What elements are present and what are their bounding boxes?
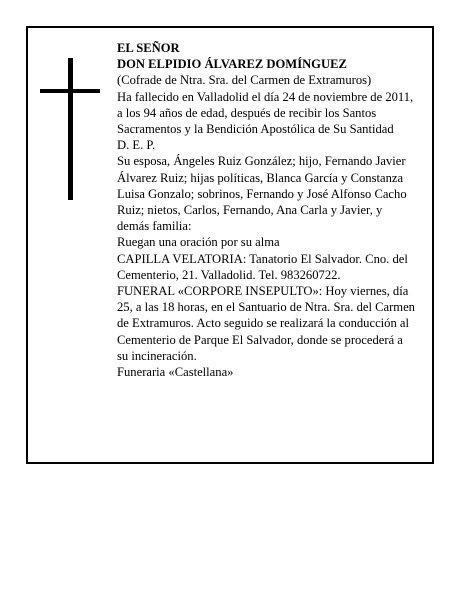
death-statement: Ha fallecido en Valladolid el día 24 de noviembre de 2011, a los 94 años de edad, después de recibir los Santos Sacramentos y la Bendición Apostólica de Su Santidad — [117, 89, 414, 137]
prayer-request: Ruegan una oración por su alma — [117, 235, 280, 250]
cross-icon — [40, 58, 100, 200]
cross-horizontal-bar — [40, 89, 100, 93]
funeral-info: FUNERAL «CORPORE INSEPULTO»: Hoy viernes, día 25, a las 18 horas, en el Santuario de Ntra. Sra. del Carmen de Extramuros. Acto seguido se realizará la conducción al Cementerio de Parque El Salvador, donde se procederá a su incineración. — [117, 284, 415, 363]
affiliation: (Cofrade de Ntra. Sra. del Carmen de Extramuros) — [117, 73, 372, 88]
obituary-notice — [26, 26, 434, 464]
funeral-home: Funeraria «Castellana» — [117, 365, 234, 380]
notice-title: EL SEÑOR — [117, 41, 180, 55]
rip-abbreviation: D. E. P. — [117, 138, 156, 153]
notice-body — [117, 40, 417, 380]
chapel-info: CAPILLA VELATORIA: Tanatorio El Salvador. Cno. del Cementerio, 21. Valladolid. Tel. 983260722. — [117, 251, 408, 282]
deceased-name: DON ELPIDIO ÁLVAREZ DOMÍNGUEZ — [117, 57, 347, 72]
family-list: Su esposa, Ángeles Ruiz González; hijo, Fernando Javier Álvarez Ruiz; hijas políticas, Blanca García y Constanza Luisa Gonzalo; sobrinos, Fernando y José Alfonso Cacho Ruiz; nietos, Carlos, Fernando, Ana Carla y Javier, y demás familia: — [117, 154, 407, 234]
cross-vertical-bar — [68, 58, 73, 200]
